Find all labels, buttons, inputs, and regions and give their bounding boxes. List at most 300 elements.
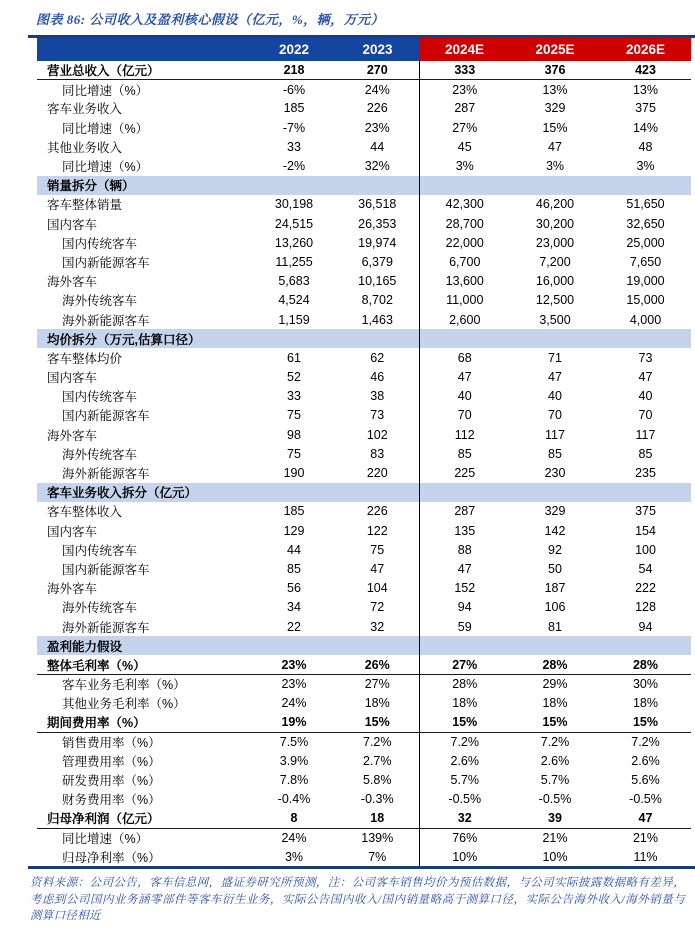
cell-2023: 46 bbox=[370, 370, 385, 385]
section-header-filler bbox=[600, 176, 691, 195]
cell-2022: -7% bbox=[282, 120, 306, 135]
table-row bbox=[37, 291, 691, 310]
cell-2024e: 28% bbox=[419, 675, 510, 694]
cell-2025e: 47 bbox=[548, 139, 562, 154]
section-header-label: 客车业务收入拆分（亿元） bbox=[37, 483, 252, 502]
cell-2026e: 423 bbox=[600, 61, 691, 80]
row-label: 客车整体均价 bbox=[47, 351, 123, 366]
table-row bbox=[37, 99, 691, 118]
row-label: 海外传统客车 bbox=[62, 447, 138, 462]
cell-2024e: 333 bbox=[419, 61, 510, 80]
table-row bbox=[37, 732, 691, 751]
cell-2023: 7% bbox=[368, 849, 387, 864]
table-row bbox=[37, 502, 691, 521]
table-row bbox=[37, 559, 691, 578]
section-header-filler bbox=[419, 636, 510, 655]
row-label: 海外传统客车 bbox=[62, 601, 138, 616]
cell-2026e: 5.6% bbox=[631, 773, 660, 788]
cell-2022: 24% bbox=[281, 830, 307, 845]
table-row bbox=[37, 118, 691, 137]
cell-2025e: 7.2% bbox=[540, 734, 570, 749]
cell-2026e: 40 bbox=[638, 389, 653, 404]
cell-2026e: 54 bbox=[638, 561, 653, 576]
cell-2024e: 5.7% bbox=[419, 770, 510, 789]
row-label: 整体毛利率（%） bbox=[37, 655, 252, 674]
cell-2022: 24,515 bbox=[274, 216, 314, 231]
cell-2024e: 15% bbox=[419, 713, 510, 732]
cell-2026e: 25,000 bbox=[626, 235, 665, 250]
section-header-filler bbox=[252, 636, 336, 655]
cell-2024e: 225 bbox=[419, 463, 510, 482]
cell-2024e: 59 bbox=[419, 617, 510, 636]
row-label: 财务费用率（%） bbox=[62, 793, 161, 808]
cell-2022: 5,683 bbox=[278, 274, 310, 289]
section-header-filler bbox=[252, 329, 336, 348]
row-label: 管理费用率（%） bbox=[62, 754, 161, 769]
table-row bbox=[37, 348, 691, 367]
cell-2023: 5.8% bbox=[363, 773, 392, 788]
cell-2025e: 106 bbox=[544, 600, 566, 615]
chart-title: 图表 86: 公司收入及盈利核心假设（亿元，%，辆，万元） bbox=[36, 12, 385, 27]
row-label: 其他业务收入 bbox=[47, 140, 123, 155]
cell-2022: 23% bbox=[252, 655, 336, 674]
table-row bbox=[37, 751, 691, 770]
cell-2026e: 13% bbox=[632, 82, 659, 97]
cell-2026e: 73 bbox=[638, 350, 653, 365]
row-label: 客车业务毛利率（%） bbox=[62, 678, 186, 693]
table-row bbox=[37, 368, 691, 387]
table-header-row bbox=[37, 38, 691, 61]
cell-2026e: 222 bbox=[635, 581, 656, 596]
cell-2023: 38 bbox=[370, 389, 385, 404]
cell-2024e: 3% bbox=[419, 156, 510, 175]
row-label: 同比增速（%） bbox=[62, 160, 149, 175]
cell-2026e: 4,000 bbox=[629, 312, 662, 327]
table-row bbox=[37, 809, 691, 828]
row-label: 海外客车 bbox=[47, 428, 98, 443]
cell-2024e: 2.6% bbox=[419, 751, 510, 770]
cell-2025e: 3% bbox=[545, 159, 565, 174]
cell-2026e: 235 bbox=[635, 466, 656, 481]
cell-2025e: 329 bbox=[544, 504, 566, 519]
source-footnote: 资料来源：公司公告，客车信息网，盛证券研究所预测，注：公司客车销售均价为预估数据，与公司实际披露数据略有差异，考虑到公司国内业务涵零部件等客车衍生业务，实际公告国内收入/国内销量略高于测算口径，实际公告海外收入/海外销量与测算口径相近 bbox=[30, 877, 685, 923]
cell-2025e: 40 bbox=[548, 389, 562, 404]
cell-2023: 27% bbox=[364, 677, 390, 692]
cell-2024e: 47 bbox=[419, 559, 510, 578]
cell-2025e: 92 bbox=[548, 542, 562, 557]
section-header-filler bbox=[510, 329, 600, 348]
cell-2023: 226 bbox=[366, 101, 388, 116]
cell-2023: 47 bbox=[370, 561, 385, 576]
cell-2023: 18 bbox=[336, 809, 419, 828]
cell-2022: 3% bbox=[284, 849, 304, 864]
cell-2022: 85 bbox=[287, 561, 301, 576]
cell-2022: 34 bbox=[287, 600, 301, 615]
table-row bbox=[37, 579, 691, 598]
row-label: 国内新能源客车 bbox=[62, 562, 150, 577]
cell-2022: 52 bbox=[287, 370, 301, 385]
cell-2022: -6% bbox=[282, 82, 306, 97]
cell-2025e: -0.5% bbox=[538, 792, 572, 807]
row-label: 国内传统客车 bbox=[62, 390, 138, 405]
table-row bbox=[37, 713, 691, 732]
cell-2026e: 47 bbox=[638, 370, 653, 385]
table-row bbox=[37, 463, 691, 482]
row-label: 期间费用率（%） bbox=[37, 713, 252, 732]
cell-2023: 122 bbox=[366, 523, 388, 538]
cell-2025e: 10% bbox=[542, 849, 568, 864]
cell-2026e: 47 bbox=[600, 809, 691, 828]
table-row bbox=[37, 214, 691, 233]
section-header-filler bbox=[252, 176, 336, 195]
column-header-2024e: 2024E bbox=[419, 38, 510, 61]
table-body bbox=[37, 61, 691, 867]
section-header-filler bbox=[252, 483, 336, 502]
cell-2025e: 5.7% bbox=[540, 773, 570, 788]
section-header-filler bbox=[510, 176, 600, 195]
cell-2022: 22 bbox=[287, 619, 301, 634]
row-label: 国内传统客车 bbox=[62, 236, 138, 251]
section-header-filler bbox=[419, 176, 510, 195]
row-label: 同比增速（%） bbox=[62, 83, 149, 98]
cell-2026e: 15,000 bbox=[626, 293, 665, 308]
cell-2026e: 2.6% bbox=[631, 753, 660, 768]
cell-2026e: 375 bbox=[635, 101, 656, 116]
cell-2023: 75 bbox=[370, 542, 385, 557]
cell-2022: 75 bbox=[287, 408, 301, 423]
row-label: 客车业务收入 bbox=[47, 102, 123, 117]
cell-2022: 129 bbox=[283, 523, 305, 538]
cell-2025e: 329 bbox=[544, 101, 566, 116]
cell-2023: 8,702 bbox=[361, 293, 393, 308]
table-row bbox=[37, 847, 691, 866]
cell-2026e: 375 bbox=[635, 504, 656, 519]
section-header-row bbox=[37, 483, 691, 502]
row-label: 研发费用率（%） bbox=[62, 774, 161, 789]
cell-2023: 18% bbox=[364, 696, 390, 711]
cell-2025e: 16,000 bbox=[535, 274, 575, 289]
section-header-filler bbox=[336, 483, 419, 502]
table-row bbox=[37, 770, 691, 789]
cell-2023: 220 bbox=[366, 466, 388, 481]
table-row bbox=[37, 80, 691, 99]
cell-2023: 102 bbox=[366, 427, 388, 442]
section-header-filler bbox=[336, 176, 419, 195]
cell-2024e: 2,600 bbox=[419, 310, 510, 329]
section-header-filler bbox=[600, 329, 691, 348]
section-header-label: 均价拆分（万元,估算口径） bbox=[37, 329, 252, 348]
section-header-filler bbox=[336, 636, 419, 655]
cell-2024e: 70 bbox=[419, 406, 510, 425]
table-row bbox=[37, 828, 691, 847]
cell-2025e: 23,000 bbox=[535, 235, 575, 250]
cell-2023: 104 bbox=[366, 581, 388, 596]
section-header-row bbox=[37, 329, 691, 348]
cell-2026e: 48 bbox=[638, 139, 653, 154]
cell-2023: 19,974 bbox=[358, 235, 397, 250]
cell-2022: 23% bbox=[281, 677, 307, 692]
row-label: 海外新能源客车 bbox=[62, 620, 150, 635]
cell-2024e: 7.2% bbox=[419, 732, 510, 751]
cell-2023: 2.7% bbox=[363, 753, 392, 768]
cell-2024e: 42,300 bbox=[419, 195, 510, 214]
cell-2024e: 13,600 bbox=[419, 272, 510, 291]
row-label: 国内客车 bbox=[47, 524, 98, 539]
cell-2025e: 15% bbox=[542, 120, 568, 135]
cell-2024e: 287 bbox=[419, 99, 510, 118]
cell-2025e: 376 bbox=[510, 61, 600, 80]
cell-2025e: 142 bbox=[544, 523, 566, 538]
cell-2025e: 39 bbox=[510, 809, 600, 828]
cell-2026e: 154 bbox=[635, 523, 656, 538]
cell-2025e: 117 bbox=[545, 427, 565, 442]
cell-2026e: 85 bbox=[638, 446, 653, 461]
cell-2022: 3.9% bbox=[279, 753, 309, 768]
cell-2024e: 40 bbox=[419, 387, 510, 406]
cell-2023: 139% bbox=[361, 830, 394, 845]
cell-2026e: 117 bbox=[635, 427, 656, 442]
cell-2022: 19% bbox=[252, 713, 336, 732]
cell-2023: 36,518 bbox=[358, 197, 397, 212]
row-label: 国内传统客车 bbox=[62, 543, 138, 558]
cell-2024e: 112 bbox=[419, 425, 510, 444]
cell-2024e: 94 bbox=[419, 598, 510, 617]
cell-2025e: 28% bbox=[510, 655, 600, 674]
section-header-row bbox=[37, 176, 691, 195]
cell-2025e: 30,200 bbox=[535, 216, 575, 231]
cell-2022: 61 bbox=[287, 350, 301, 365]
cell-2024e: 88 bbox=[419, 540, 510, 559]
table-bottom-rule bbox=[28, 866, 695, 869]
cell-2023: 62 bbox=[370, 350, 385, 365]
cell-2023: 23% bbox=[364, 120, 390, 135]
cell-2026e: -0.5% bbox=[629, 792, 662, 807]
cell-2026e: 100 bbox=[635, 542, 656, 557]
cell-2024e: 28,700 bbox=[419, 214, 510, 233]
cell-2023: 7.2% bbox=[363, 734, 392, 749]
cell-2023: 6,379 bbox=[361, 254, 393, 269]
cell-2025e: 21% bbox=[542, 830, 568, 845]
cell-2025e: 71 bbox=[548, 350, 562, 365]
column-header-2026e: 2026E bbox=[600, 38, 691, 61]
cell-2025e: 15% bbox=[510, 713, 600, 732]
cell-2026e: 21% bbox=[632, 830, 659, 845]
section-header-filler bbox=[600, 636, 691, 655]
cell-2023: -0.3% bbox=[360, 792, 394, 807]
cell-2022: 56 bbox=[287, 581, 301, 596]
cell-2024e: -0.5% bbox=[419, 790, 510, 809]
table-row bbox=[37, 406, 691, 425]
cell-2022: 75 bbox=[287, 446, 301, 461]
cell-2024e: 6,700 bbox=[419, 252, 510, 271]
cell-2024e: 135 bbox=[419, 521, 510, 540]
cell-2024e: 32 bbox=[419, 809, 510, 828]
cell-2025e: 7,200 bbox=[539, 254, 571, 269]
cell-2026e: 51,650 bbox=[626, 197, 665, 212]
cell-2024e: 287 bbox=[419, 502, 510, 521]
row-label: 同比增速（%） bbox=[62, 831, 149, 846]
table-row bbox=[37, 444, 691, 463]
cell-2025e: 29% bbox=[542, 677, 568, 692]
cell-2022: 190 bbox=[283, 466, 305, 481]
section-header-filler bbox=[600, 483, 691, 502]
cell-2025e: 50 bbox=[548, 561, 562, 576]
cell-2025e: 12,500 bbox=[535, 293, 575, 308]
cell-2023: 226 bbox=[366, 504, 388, 519]
cell-2024e: 85 bbox=[419, 444, 510, 463]
table-row bbox=[37, 195, 691, 214]
cell-2024e: 152 bbox=[419, 579, 510, 598]
table-row bbox=[37, 156, 691, 175]
cell-2026e: 18% bbox=[632, 696, 659, 711]
cell-2024e: 68 bbox=[419, 348, 510, 367]
row-label: 销售费用率（%） bbox=[62, 735, 161, 750]
cell-2023: 32% bbox=[364, 159, 390, 174]
cell-2024e: 27% bbox=[419, 655, 510, 674]
cell-2026e: 94 bbox=[638, 619, 653, 634]
cell-2026e: 11% bbox=[633, 849, 658, 864]
cell-2022: 7.5% bbox=[279, 734, 309, 749]
cell-2024e: 27% bbox=[419, 118, 510, 137]
cell-2024e: 11,000 bbox=[419, 291, 510, 310]
table-row bbox=[37, 387, 691, 406]
table-row bbox=[37, 233, 691, 252]
cell-2025e: 85 bbox=[548, 446, 562, 461]
cell-2022: 185 bbox=[283, 101, 305, 116]
table-row bbox=[37, 425, 691, 444]
cell-2022: 7.8% bbox=[279, 773, 309, 788]
table-row bbox=[37, 137, 691, 156]
cell-2025e: 18% bbox=[542, 696, 568, 711]
cell-2022: -2% bbox=[282, 159, 306, 174]
column-header-2022: 2022 bbox=[252, 38, 336, 61]
cell-2025e: 3,500 bbox=[539, 312, 571, 327]
cell-2025e: 70 bbox=[548, 408, 562, 423]
cell-2026e: 32,650 bbox=[626, 216, 665, 231]
section-header-filler bbox=[510, 483, 600, 502]
cell-2026e: 15% bbox=[600, 713, 691, 732]
row-label: 国内客车 bbox=[47, 371, 98, 386]
section-header-label: 盈利能力假设 bbox=[37, 636, 252, 655]
cell-2022: 8 bbox=[252, 809, 336, 828]
cell-2024e: 76% bbox=[419, 828, 510, 847]
cell-2024e: 10% bbox=[419, 847, 510, 866]
cell-2026e: 30% bbox=[632, 677, 659, 692]
cell-2026e: 28% bbox=[600, 655, 691, 674]
row-label: 客车整体收入 bbox=[47, 505, 123, 520]
cell-2022: 44 bbox=[287, 542, 301, 557]
row-label: 海外新能源客车 bbox=[62, 467, 150, 482]
table-row bbox=[37, 694, 691, 713]
cell-2022: 30,198 bbox=[274, 197, 314, 212]
row-label: 营业总收入（亿元） bbox=[37, 61, 252, 80]
section-header-label: 销量拆分（辆） bbox=[37, 176, 252, 195]
cell-2023: 26,353 bbox=[358, 216, 397, 231]
table-row bbox=[37, 252, 691, 271]
table-row bbox=[37, 310, 691, 329]
cell-2022: 4,524 bbox=[278, 293, 310, 308]
column-header-2023: 2023 bbox=[336, 38, 419, 61]
cell-2024e: 47 bbox=[419, 368, 510, 387]
row-label: 海外客车 bbox=[47, 275, 98, 290]
section-header-row bbox=[37, 636, 691, 655]
row-label: 归母净利率（%） bbox=[62, 850, 161, 865]
cell-2026e: 14% bbox=[632, 120, 659, 135]
column-header-2025e: 2025E bbox=[510, 38, 600, 61]
table-row bbox=[37, 790, 691, 809]
row-label: 国内客车 bbox=[47, 217, 98, 232]
cell-2025e: 2.6% bbox=[540, 753, 570, 768]
cell-2026e: 128 bbox=[635, 600, 656, 615]
cell-2023: 72 bbox=[370, 600, 385, 615]
table-row bbox=[37, 540, 691, 559]
cell-2022: 218 bbox=[252, 61, 336, 80]
cell-2023: 15% bbox=[336, 713, 419, 732]
cell-2025e: 13% bbox=[542, 82, 568, 97]
section-header-filler bbox=[336, 329, 419, 348]
cell-2024e: 45 bbox=[419, 137, 510, 156]
row-label: 其他业务毛利率（%） bbox=[62, 697, 186, 712]
cell-2022: 98 bbox=[287, 427, 301, 442]
cell-2026e: 3% bbox=[636, 159, 655, 174]
cell-2022: 185 bbox=[283, 504, 305, 519]
cell-2024e: 22,000 bbox=[419, 233, 510, 252]
section-header-filler bbox=[419, 329, 510, 348]
cell-2023: 270 bbox=[336, 61, 419, 80]
cell-2025e: 81 bbox=[548, 619, 562, 634]
cell-2025e: 46,200 bbox=[535, 197, 575, 212]
row-label: 国内新能源客车 bbox=[62, 409, 150, 424]
cell-2026e: 7.2% bbox=[631, 734, 660, 749]
cell-2022: 1,159 bbox=[278, 312, 310, 327]
cell-2025e: 47 bbox=[548, 370, 562, 385]
table-row bbox=[37, 617, 691, 636]
cell-2024e: 23% bbox=[419, 80, 510, 99]
cell-2022: 11,255 bbox=[275, 254, 313, 269]
cell-2026e: 7,650 bbox=[629, 254, 662, 269]
cell-2022: 33 bbox=[287, 139, 301, 154]
row-label: 客车整体销量 bbox=[47, 198, 123, 213]
table-row bbox=[37, 61, 691, 80]
row-label: 海外传统客车 bbox=[62, 294, 138, 309]
table-row bbox=[37, 272, 691, 291]
table-row bbox=[37, 675, 691, 694]
cell-2023: 26% bbox=[336, 655, 419, 674]
cell-2026e: 19,000 bbox=[626, 274, 665, 289]
table-row bbox=[37, 655, 691, 674]
row-label: 国内新能源客车 bbox=[62, 255, 150, 270]
cell-2023: 32 bbox=[370, 619, 385, 634]
section-header-filler bbox=[419, 483, 510, 502]
table-row bbox=[37, 521, 691, 540]
cell-2023: 1,463 bbox=[361, 312, 393, 327]
row-label: 同比增速（%） bbox=[62, 121, 149, 136]
row-label: 海外客车 bbox=[47, 582, 98, 597]
row-label: 归母净利润（亿元） bbox=[37, 809, 252, 828]
cell-2023: 24% bbox=[364, 82, 390, 97]
cell-2025e: 187 bbox=[544, 581, 566, 596]
cell-2022: 13,260 bbox=[274, 235, 314, 250]
cell-2023: 73 bbox=[370, 408, 385, 423]
cell-2022: -0.4% bbox=[277, 792, 311, 807]
cell-2022: 33 bbox=[287, 389, 301, 404]
cell-2023: 10,165 bbox=[358, 274, 397, 289]
header-corner-cell bbox=[37, 38, 252, 61]
section-header-filler bbox=[510, 636, 600, 655]
cell-2023: 44 bbox=[370, 139, 385, 154]
table-row bbox=[37, 598, 691, 617]
cell-2024e: 18% bbox=[419, 694, 510, 713]
